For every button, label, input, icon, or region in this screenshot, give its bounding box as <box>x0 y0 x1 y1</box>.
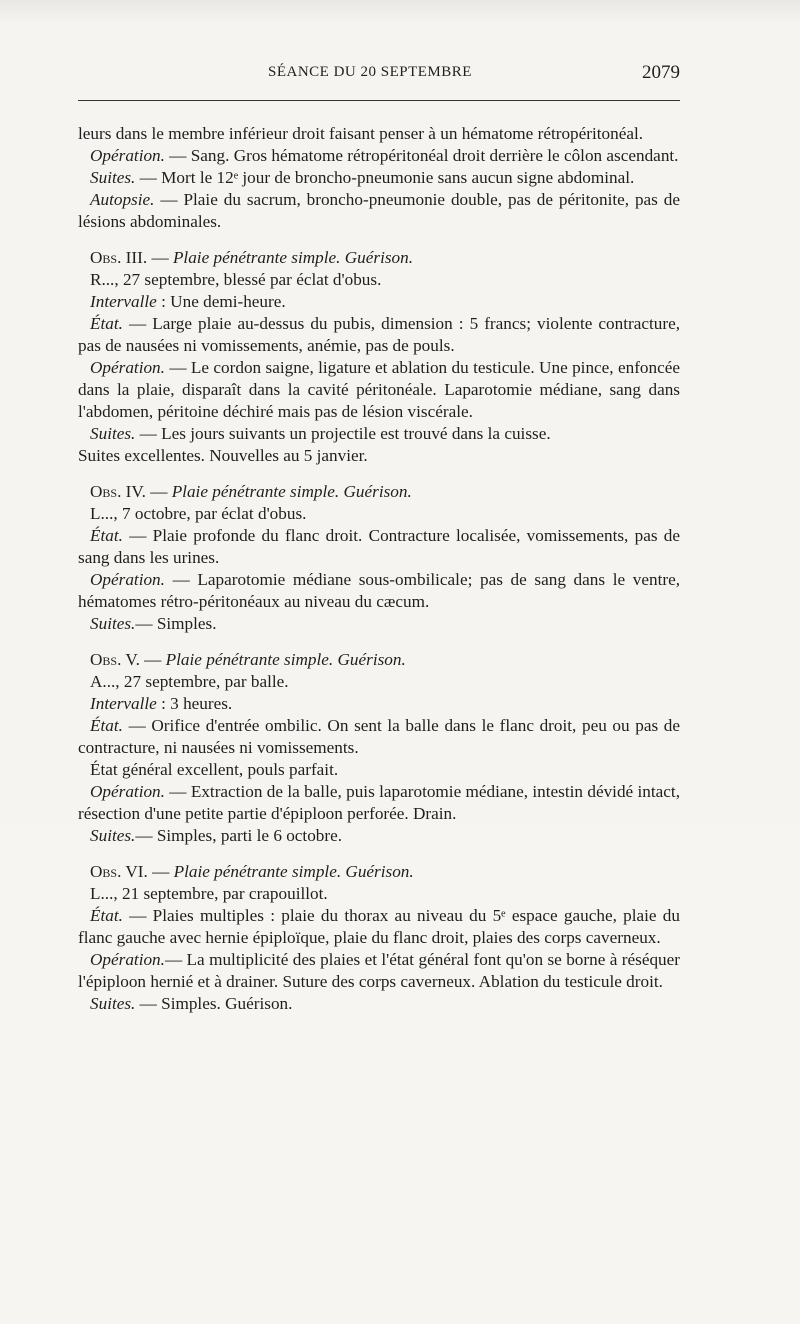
section-label: État. <box>90 716 123 735</box>
section-label: Intervalle <box>90 292 157 311</box>
paragraph <box>78 445 680 467</box>
paragraph <box>78 525 680 569</box>
obs-dash: — <box>147 248 173 267</box>
section-label: État. <box>90 526 123 545</box>
spacer <box>78 233 680 247</box>
page-number: 2079 <box>642 62 680 83</box>
section-label: État. <box>90 314 123 333</box>
paragraph <box>78 671 680 693</box>
paragraph <box>78 759 680 781</box>
section-label: Autopsie. <box>90 190 155 209</box>
paragraph-text: Suites excellentes. Nouvelles au 5 janvier. <box>78 446 368 465</box>
paragraph <box>78 145 680 167</box>
paragraph <box>78 357 680 423</box>
section-label: Opération. <box>90 146 165 165</box>
paragraph-text: — Simples, parti le 6 octobre. <box>135 826 343 845</box>
paragraph-text: — Simples. <box>135 614 217 633</box>
paragraph <box>78 949 680 993</box>
paragraph-text: — Les jours suivants un projectile est trouvé dans la cuisse. <box>135 424 551 443</box>
obs-title: Plaie pénétrante simple. Guérison. <box>165 650 406 669</box>
paragraph-text: : 3 heures. <box>156 694 233 713</box>
paragraph-text: — La multiplicité des plaies et l'état général font qu'on se borne à réséquer l'épiploon hernié et à drainer. Suture des corps caverneux. Ablation du testicule droit. <box>78 950 680 991</box>
obs-heading <box>78 861 680 883</box>
running-head: SÉANCE DU 20 SEPTEMBRE <box>268 64 472 80</box>
paragraph-text: — Plaies multiples : plaie du thorax au niveau du 5ᵉ espace gauche, plaie du flanc gauche avec hernie épiploïque, plaie du flanc droit, plaies des corps caverneux. <box>78 906 680 947</box>
paragraph-text: — Plaie profonde du flanc droit. Contracture localisée, vomissements, pas de sang dans les urines. <box>78 526 680 567</box>
obs-number: Obs. III. <box>90 248 148 267</box>
spacer <box>78 635 680 649</box>
header-rule <box>78 100 680 101</box>
obs-title: Plaie pénétrante simple. Guérison. <box>171 482 412 501</box>
section-label: Suites. <box>90 168 136 187</box>
obs-heading <box>78 481 680 503</box>
paragraph <box>78 825 680 847</box>
paragraph <box>78 423 680 445</box>
paragraph <box>78 781 680 825</box>
paragraph <box>78 883 680 905</box>
obs-number: Obs. V. <box>90 650 140 669</box>
body-text <box>78 123 680 1015</box>
paragraph <box>78 123 680 145</box>
paragraph <box>78 905 680 949</box>
spacer <box>78 467 680 481</box>
page-header <box>78 64 680 88</box>
paragraph-text: — Laparotomie médiane sous-ombilicale; pas de sang dans le ventre, hématomes rétro-péritonéaux au niveau du cæcum. <box>78 570 680 611</box>
obs-title: Plaie pénétrante simple. Guérison. <box>173 862 414 881</box>
paragraph <box>78 189 680 233</box>
paragraph-text: — Sang. Gros hématome rétropéritonéal droit derrière le côlon ascendant. <box>164 146 679 165</box>
obs-heading <box>78 649 680 671</box>
paragraph-text: — Extraction de la balle, puis laparotomie médiane, intestin dévidé intact, résection d'une petite partie d'épiploon perforée. Drain. <box>78 782 680 823</box>
paragraph <box>78 613 680 635</box>
paragraph <box>78 291 680 313</box>
obs-number: Obs. VI. <box>90 862 148 881</box>
obs-dash: — <box>147 862 174 881</box>
obs-heading <box>78 247 680 269</box>
paragraph <box>78 715 680 759</box>
paragraph-text: État général excellent, pouls parfait. <box>90 760 339 779</box>
section-label: Suites. <box>90 826 136 845</box>
section-label: Intervalle <box>90 694 157 713</box>
obs-title: Plaie pénétrante simple. Guérison. <box>172 248 414 267</box>
section-label: Suites. <box>90 424 136 443</box>
section-label: Opération. <box>90 570 165 589</box>
section-label: État. <box>90 906 123 925</box>
paragraph-text: L..., 21 septembre, par crapouillot. <box>90 884 328 903</box>
paragraph-text: leurs dans le membre inférieur droit faisant penser à un hématome rétropéritonéal. <box>78 124 644 143</box>
paragraph-text: — Mort le 12ᵉ jour de broncho-pneumonie sans aucun signe abdominal. <box>135 168 635 187</box>
paragraph <box>78 167 680 189</box>
paragraph <box>78 569 680 613</box>
paragraph <box>78 313 680 357</box>
obs-dash: — <box>139 650 166 669</box>
paragraph <box>78 503 680 525</box>
paragraph-text: R..., 27 septembre, blessé par éclat d'obus. <box>90 270 382 289</box>
paragraph-text: — Simples. Guérison. <box>135 994 293 1013</box>
section-label: Suites. <box>90 614 136 633</box>
paragraph-text: — Large plaie au-dessus du pubis, dimension : 5 francs; violente contracture, pas de nausées ni vomissements, anémie, pas de pouls. <box>78 314 680 355</box>
paragraph <box>78 693 680 715</box>
section-label: Opération. <box>90 782 165 801</box>
paragraph-text: — Plaie du sacrum, broncho-pneumonie double, pas de péritonite, pas de lésions abdominales. <box>78 190 680 231</box>
section-label: Opération. <box>90 358 165 377</box>
paragraph <box>78 993 680 1015</box>
paragraph-text: — Orifice d'entrée ombilic. On sent la balle dans le flanc droit, peu ou pas de contracture, ni nausées ni vomissements. <box>78 716 680 757</box>
paragraph-text: A..., 27 septembre, par balle. <box>90 672 289 691</box>
paragraph <box>78 269 680 291</box>
section-label: Suites. <box>90 994 136 1013</box>
obs-number: Obs. IV. <box>90 482 146 501</box>
paragraph-text: : Une demi-heure. <box>156 292 286 311</box>
paragraph-text: — Le cordon saigne, ligature et ablation du testicule. Une pince, enfoncée dans la plaie, disparaît dans la cavité péritonéale. Laparotomie médiane, sang dans l'abdomen, péritoine déchiré mais pas de lésion viscérale. <box>78 358 680 421</box>
section-label: Opération. <box>90 950 165 969</box>
spacer <box>78 847 680 861</box>
paragraph-text: L..., 7 octobre, par éclat d'obus. <box>90 504 307 523</box>
obs-dash: — <box>145 482 172 501</box>
